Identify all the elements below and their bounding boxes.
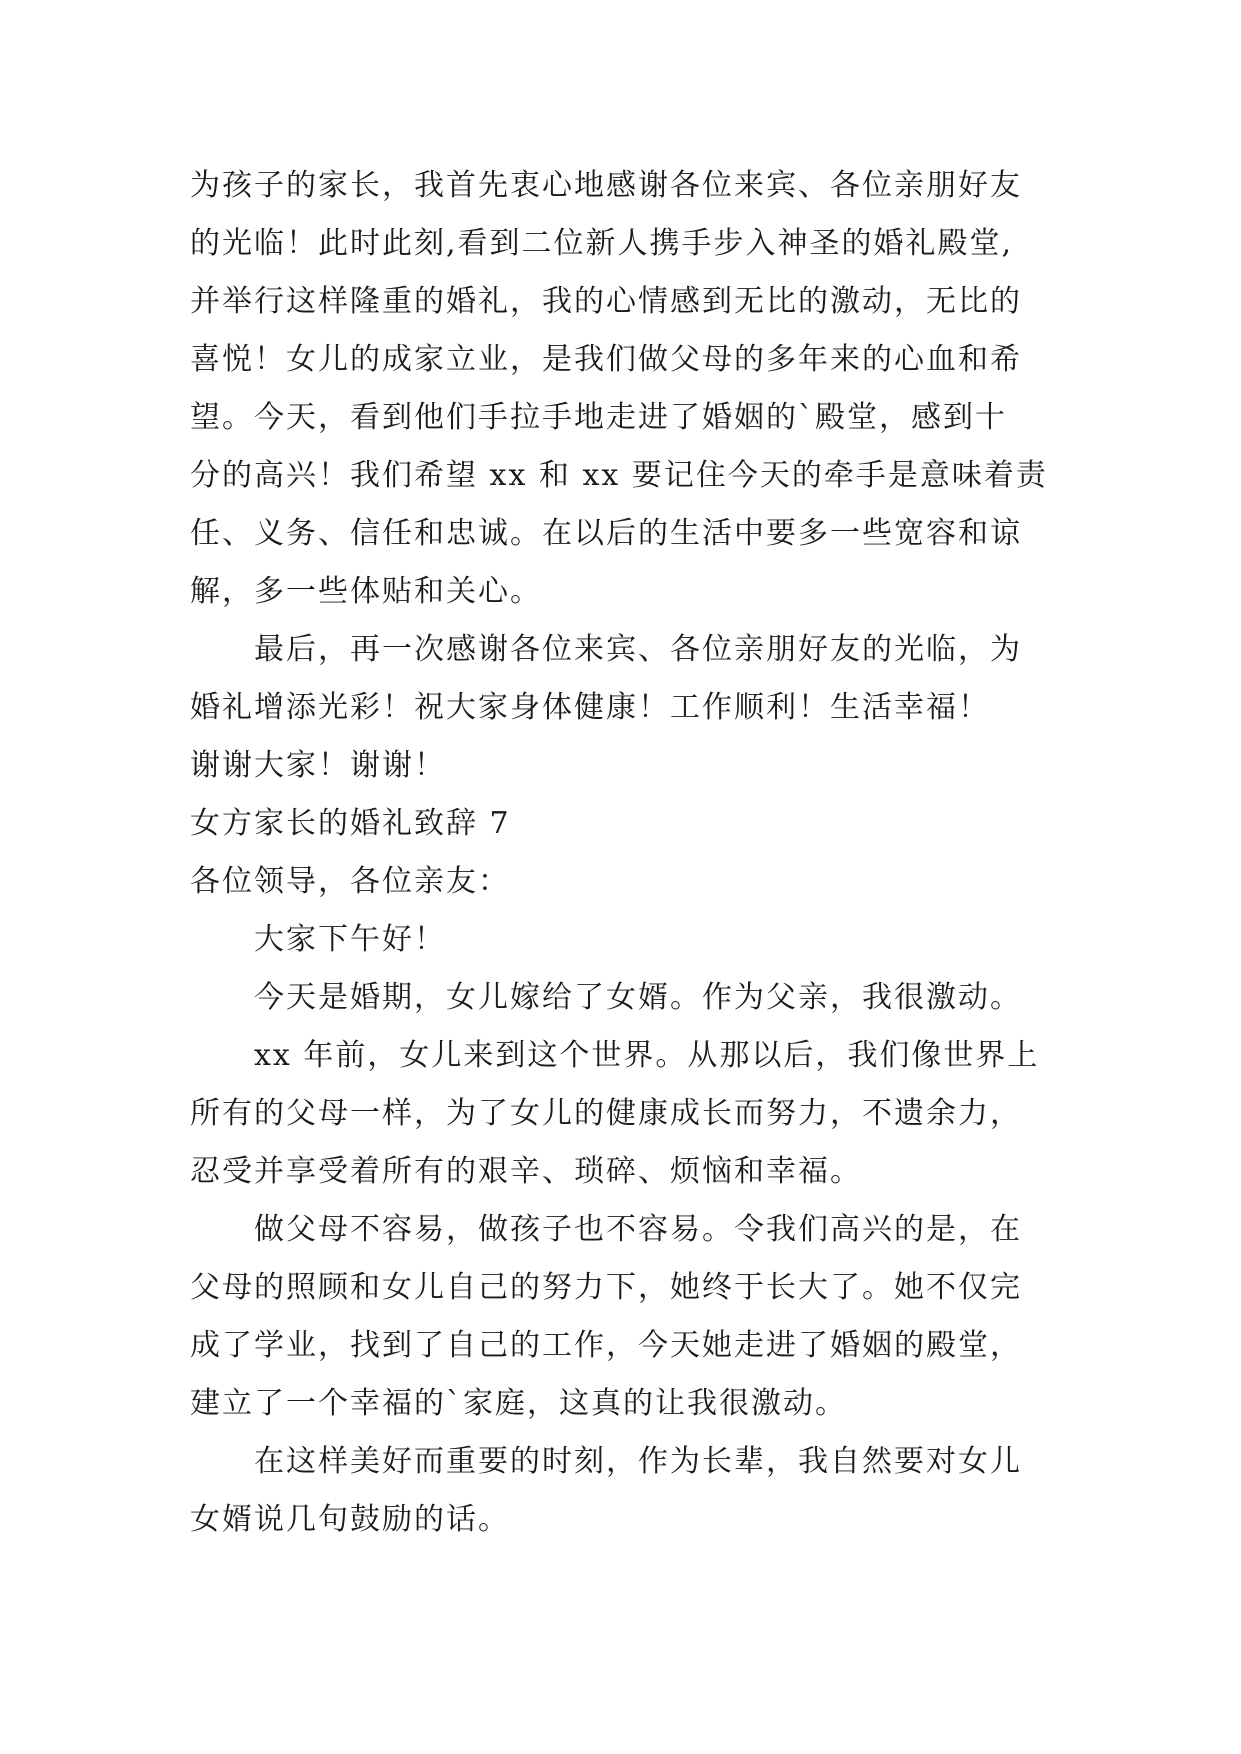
greeting-line: 大家下午好！ <box>254 922 446 957</box>
text-line: 忍受并享受着所有的艰辛、琐碎、烦恼和幸福。 <box>190 1154 862 1189</box>
text-line: 喜悦！女儿的成家立业，是我们做父母的多年来的心血和希 <box>190 342 1022 377</box>
text-line: 父母的照顾和女儿自己的努力下，她终于长大了。她不仅完 <box>190 1270 1022 1305</box>
text-line: 并举行这样隆重的婚礼，我的心情感到无比的激动，无比的 <box>190 284 1022 319</box>
text-line: 成了学业，找到了自己的工作，今天她走进了婚姻的殿堂， <box>190 1328 1022 1363</box>
text-line: 女婿说几句鼓励的话。 <box>190 1502 510 1537</box>
text-line: 最后，再一次感谢各位来宾、各位亲朋好友的光临，为 <box>254 632 1022 667</box>
text-line: 所有的父母一样，为了女儿的健康成长而努力，不遗余力， <box>190 1096 1022 1131</box>
text-line: 解，多一些体贴和关心。 <box>190 574 542 609</box>
text-line: 任、义务、信任和忠诚。在以后的生活中要多一些宽容和谅 <box>190 516 1022 551</box>
text-line: 分的高兴！我们希望 xx 和 xx 要记住今天的牵手是意味着责 <box>190 458 1048 493</box>
text-line: 做父母不容易，做孩子也不容易。令我们高兴的是，在 <box>254 1212 1022 1247</box>
text-line: 望。今天，看到他们手拉手地走进了婚姻的`殿堂，感到十 <box>190 400 1007 435</box>
text-line: 在这样美好而重要的时刻，作为长辈，我自然要对女儿 <box>254 1444 1022 1479</box>
text-line: xx 年前，女儿来到这个世界。从那以后，我们像世界上 <box>254 1038 1040 1073</box>
text-line: 婚礼增添光彩！祝大家身体健康！工作顺利！生活幸福！ <box>190 690 990 725</box>
text-line: 的光临！此时此刻,看到二位新人携手步入神圣的婚礼殿堂, <box>190 226 1014 261</box>
section-heading: 女方家长的婚礼致辞 7 <box>190 806 511 841</box>
text-line: 为孩子的家长，我首先衷心地感谢各位来宾、各位亲朋好友 <box>190 168 1022 203</box>
document-body <box>190 157 1080 1549</box>
text-line: 建立了一个幸福的`家庭，这真的让我很激动。 <box>190 1386 847 1421</box>
text-line: 谢谢大家！谢谢！ <box>190 748 446 783</box>
salutation: 各位领导，各位亲友： <box>190 864 510 899</box>
text-line: 今天是婚期，女儿嫁给了女婿。作为父亲，我很激动。 <box>254 980 1022 1015</box>
